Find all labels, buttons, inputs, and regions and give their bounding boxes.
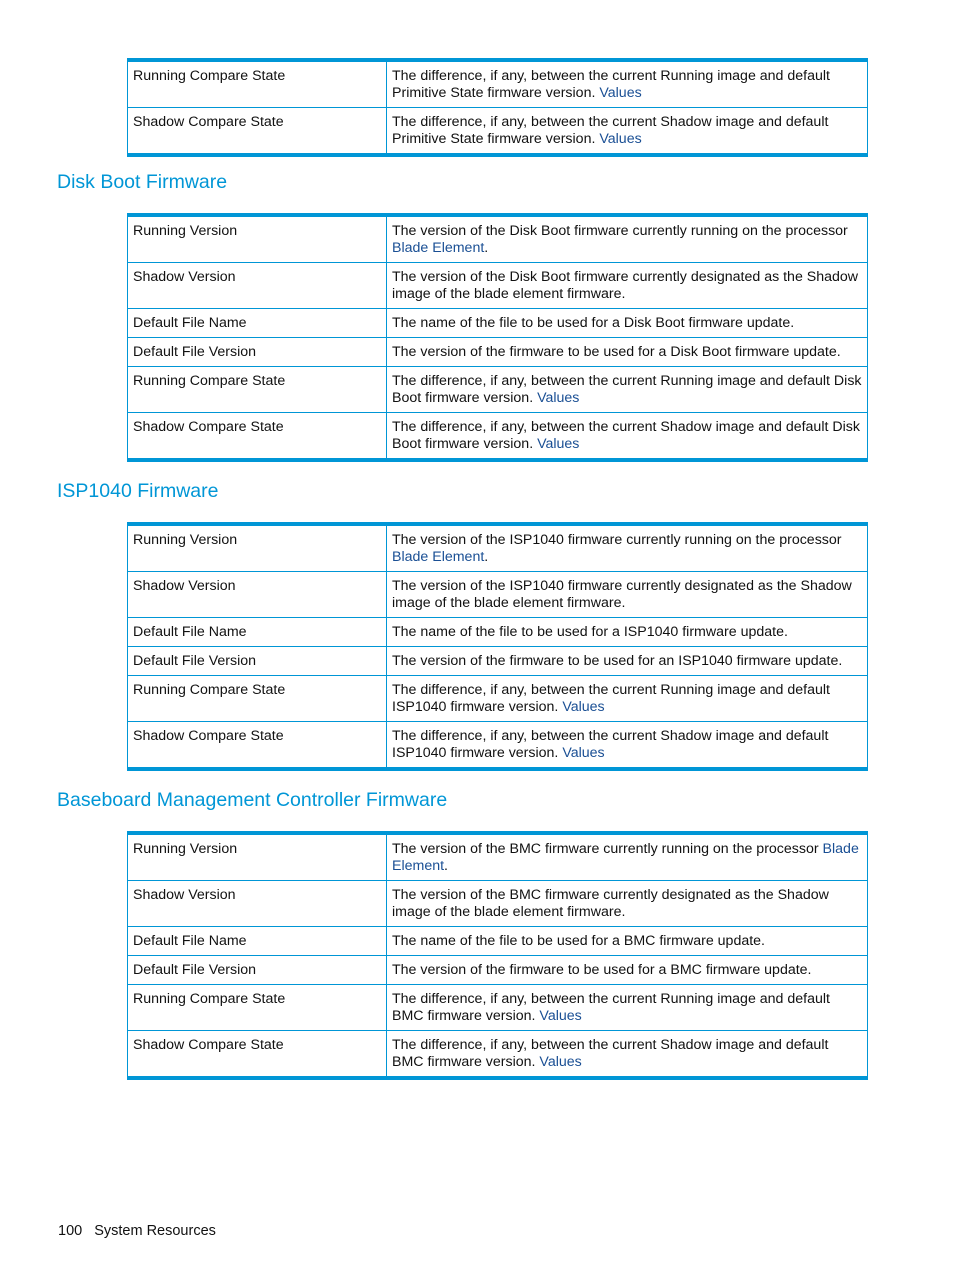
field-description: The name of the file to be used for a BMC firmware update. xyxy=(387,927,868,956)
field-name: Default File Name xyxy=(128,927,387,956)
field-description: The version of the Disk Boot firmware currently designated as the Shadow image of the blade element firmware. xyxy=(387,263,868,309)
disk-boot-table xyxy=(127,213,868,462)
table-row xyxy=(128,1031,868,1079)
table-row xyxy=(128,338,868,367)
table-row xyxy=(128,881,868,927)
field-description: The difference, if any, between the current Shadow image and default Disk Boot firmware version. Values xyxy=(387,413,868,461)
field-name: Default File Version xyxy=(128,338,387,367)
field-description: The version of the BMC firmware currently designated as the Shadow image of the blade element firmware. xyxy=(387,881,868,927)
values-link[interactable]: Values xyxy=(537,436,580,452)
field-description: The version of the Disk Boot firmware currently running on the processor Blade Element. xyxy=(387,215,868,263)
field-name: Default File Name xyxy=(128,618,387,647)
field-description: The version of the ISP1040 firmware currently designated as the Shadow image of the blade element firmware. xyxy=(387,572,868,618)
table-row xyxy=(128,927,868,956)
field-name: Shadow Compare State xyxy=(128,108,387,156)
table-row xyxy=(128,108,868,156)
table-row xyxy=(128,60,868,108)
values-link[interactable]: Values xyxy=(599,131,642,147)
field-name: Running Version xyxy=(128,833,387,881)
page-footer xyxy=(58,1223,216,1239)
field-name: Shadow Version xyxy=(128,263,387,309)
footer-title: System Resources xyxy=(94,1223,216,1239)
field-description: The name of the file to be used for a Disk Boot firmware update. xyxy=(387,309,868,338)
field-name: Running Compare State xyxy=(128,60,387,108)
field-description: The difference, if any, between the current Running image and default ISP1040 firmware version. Values xyxy=(387,676,868,722)
field-name: Running Compare State xyxy=(128,985,387,1031)
table-row xyxy=(128,833,868,881)
field-description: The name of the file to be used for a ISP1040 firmware update. xyxy=(387,618,868,647)
field-name: Running Compare State xyxy=(128,676,387,722)
values-link[interactable]: Values xyxy=(562,699,605,715)
field-description: The difference, if any, between the current Running image and default Primitive State firmware version. Values xyxy=(387,60,868,108)
values-link[interactable]: Values xyxy=(537,390,580,406)
table-row xyxy=(128,572,868,618)
values-link[interactable]: Values xyxy=(539,1008,582,1024)
section-heading-bmc: Baseboard Management Controller Firmware xyxy=(57,789,448,811)
field-description: The version of the firmware to be used for an ISP1040 firmware update. xyxy=(387,647,868,676)
table-row xyxy=(128,956,868,985)
field-name: Running Version xyxy=(128,215,387,263)
table-row xyxy=(128,524,868,572)
field-description: The difference, if any, between the current Shadow image and default Primitive State firmware version. Values xyxy=(387,108,868,156)
table-row xyxy=(128,647,868,676)
blade-element-link[interactable]: Blade Element xyxy=(392,240,485,256)
table-row xyxy=(128,676,868,722)
blade-element-link[interactable]: Blade Element xyxy=(392,841,859,874)
field-description: The version of the firmware to be used for a Disk Boot firmware update. xyxy=(387,338,868,367)
table-row xyxy=(128,309,868,338)
table-row xyxy=(128,215,868,263)
field-name: Default File Version xyxy=(128,647,387,676)
field-name: Shadow Compare State xyxy=(128,722,387,770)
field-name: Default File Name xyxy=(128,309,387,338)
section-heading-disk-boot: Disk Boot Firmware xyxy=(57,171,228,193)
field-name: Shadow Version xyxy=(128,572,387,618)
field-description: The version of the ISP1040 firmware currently running on the processor Blade Element. xyxy=(387,524,868,572)
field-name: Running Version xyxy=(128,524,387,572)
blade-element-link[interactable]: Blade Element xyxy=(392,549,485,565)
field-name: Shadow Version xyxy=(128,881,387,927)
primitive-state-table xyxy=(127,58,868,157)
field-name: Default File Version xyxy=(128,956,387,985)
values-link[interactable]: Values xyxy=(539,1054,582,1070)
bmc-table xyxy=(127,831,868,1080)
table-row xyxy=(128,618,868,647)
section-heading-isp1040: ISP1040 Firmware xyxy=(57,480,219,502)
field-name: Shadow Compare State xyxy=(128,413,387,461)
field-description: The difference, if any, between the current Running image and default Disk Boot firmware version. Values xyxy=(387,367,868,413)
field-description: The difference, if any, between the current Shadow image and default BMC firmware version. Values xyxy=(387,1031,868,1079)
table-row xyxy=(128,367,868,413)
table-row xyxy=(128,263,868,309)
values-link[interactable]: Values xyxy=(562,745,605,761)
isp1040-table xyxy=(127,522,868,771)
field-name: Running Compare State xyxy=(128,367,387,413)
table-row xyxy=(128,985,868,1031)
table-row xyxy=(128,413,868,461)
page-number: 100 xyxy=(58,1223,83,1239)
field-description: The version of the firmware to be used for a BMC firmware update. xyxy=(387,956,868,985)
field-name: Shadow Compare State xyxy=(128,1031,387,1079)
field-description: The difference, if any, between the current Running image and default BMC firmware version. Values xyxy=(387,985,868,1031)
values-link[interactable]: Values xyxy=(599,85,642,101)
table-row xyxy=(128,722,868,770)
field-description: The version of the BMC firmware currently running on the processor Blade Element. xyxy=(387,833,868,881)
field-description: The difference, if any, between the current Shadow image and default ISP1040 firmware version. Values xyxy=(387,722,868,770)
